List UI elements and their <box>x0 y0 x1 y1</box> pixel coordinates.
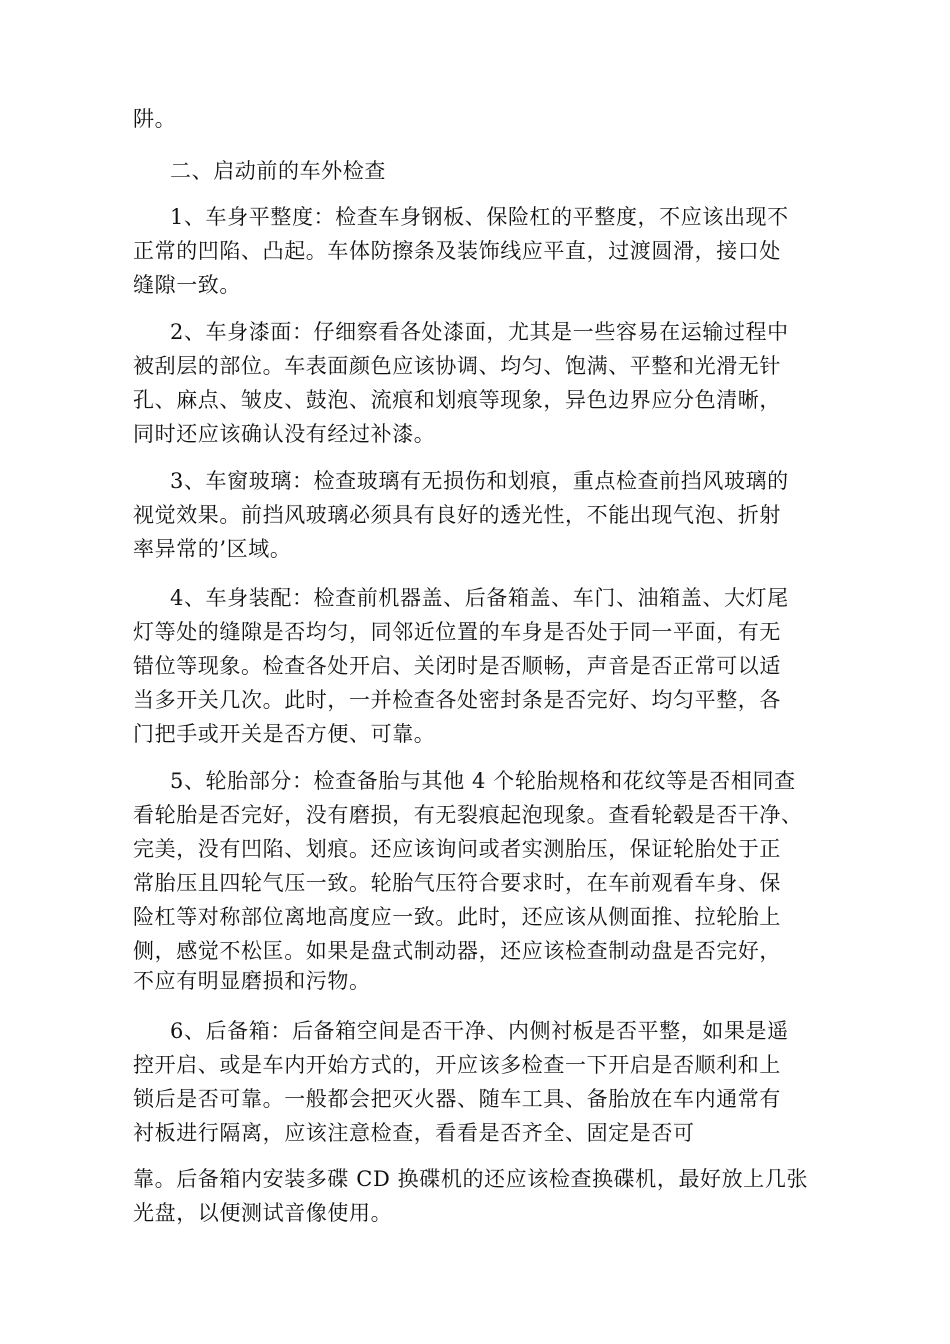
paragraph-line: 完美，没有凹陷、划痕。还应该询问或者实测胎压，保证轮胎处于正 <box>133 837 781 861</box>
paragraph-line: 当多开关几次。此时，一并检查各处密封条是否完好、均匀平整，各 <box>133 688 781 712</box>
paragraph-line: 不应有明显磨损和污物。 <box>133 969 371 993</box>
paragraph-line: 锁后是否可靠。一般都会把灭火器、随车工具、备胎放在车内通常有 <box>133 1087 781 1111</box>
paragraph-line: 4、车身装配：检查前机器盖、后备箱盖、车门、油箱盖、大灯尾 <box>170 586 789 610</box>
paragraph-line: 率异常的’区域。 <box>133 537 292 561</box>
paragraph-line: 正常的凹陷、凸起。车体防擦条及装饰线应平直，过渡圆滑，接口处 <box>133 239 781 263</box>
paragraph-line: 光盘，以便测试音像使用。 <box>133 1201 393 1225</box>
paragraph-line: 3、车窗玻璃：检查玻璃有无损伤和划痕，重点检查前挡风玻璃的 <box>170 469 789 493</box>
paragraph-line: 看轮胎是否完好，没有磨损，有无裂痕起泡现象。查看轮毂是否干净、 <box>133 803 803 827</box>
paragraph-line: 孔、麻点、皱皮、鼓泡、流痕和划痕等现象，异色边界应分色清晰， <box>133 388 781 412</box>
paragraph-line: 5、轮胎部分：检查备胎与其他 4 个轮胎规格和花纹等是否相同查 <box>170 769 796 793</box>
continuation-text: 阱。 <box>133 107 177 131</box>
paragraph-line: 灯等处的缝隙是否均匀，同邻近位置的车身是否处于同一平面，有无 <box>133 620 781 644</box>
paragraph-line: 侧，感觉不松匡。如果是盘式制动器，还应该检查制动盘是否完好， <box>133 939 781 963</box>
paragraph-line: 视觉效果。前挡风玻璃必须具有良好的透光性，不能出现气泡、折射 <box>133 503 781 527</box>
paragraph-line: 同时还应该确认没有经过补漆。 <box>133 422 436 446</box>
paragraph-line: 控开启、或是车内开始方式的，开应该多检查一下开启是否顺利和上 <box>133 1053 781 1077</box>
paragraph-line: 险杠等对称部位离地高度应一致。此时，还应该从侧面推、拉轮胎上 <box>133 905 781 929</box>
paragraph-line: 2、车身漆面：仔细察看各处漆面，尤其是一些容易在运输过程中 <box>170 320 789 344</box>
section-heading: 二、启动前的车外检查 <box>170 159 386 183</box>
paragraph-line: 靠。后备箱内安装多碟 CD 换碟机的还应该检查换碟机，最好放上几张 <box>133 1167 809 1191</box>
paragraph-line: 衬板进行隔离，应该注意检查，看看是否齐全、固定是否可 <box>133 1121 695 1145</box>
paragraph-line: 1、车身平整度：检查车身钢板、保险杠的平整度，不应该出现不 <box>170 205 789 229</box>
paragraph-line: 错位等现象。检查各处开启、关闭时是否顺畅，声音是否正常可以适 <box>133 654 781 678</box>
paragraph-line: 常胎压且四轮气压一致。轮胎气压符合要求时，在车前观看车身、保 <box>133 871 781 895</box>
paragraph-line: 6、后备箱：后备箱空间是否干净、内侧衬板是否平整，如果是遥 <box>170 1019 789 1043</box>
paragraph-line: 被刮层的部位。车表面颜色应该协调、均匀、饱满、平整和光滑无针 <box>133 354 781 378</box>
paragraph-line: 门把手或开关是否方便、可靠。 <box>133 722 436 746</box>
paragraph-line: 缝隙一致。 <box>133 273 241 297</box>
